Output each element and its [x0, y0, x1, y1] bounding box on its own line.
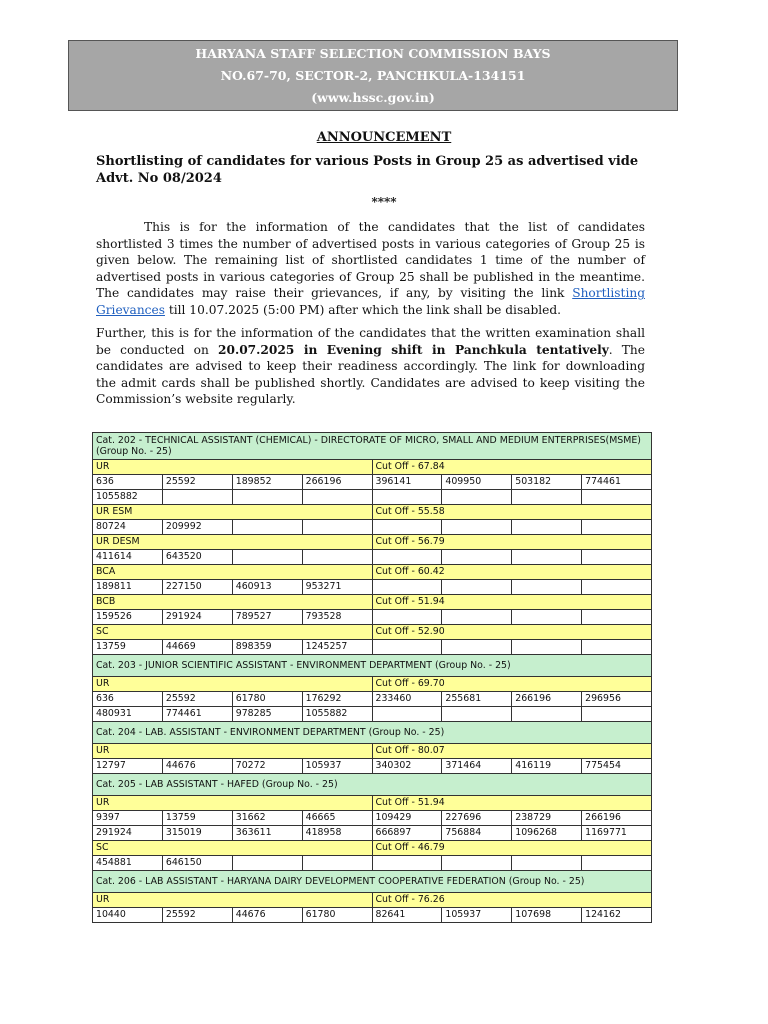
table-cell: 31662	[232, 811, 302, 826]
table-cell: 209992	[162, 520, 232, 535]
table-cell: 70272	[232, 759, 302, 774]
table-cell: 13759	[93, 640, 163, 655]
table-cell: 176292	[302, 692, 372, 707]
table-cell: 666897	[372, 826, 442, 841]
table-cell: 315019	[162, 826, 232, 841]
paragraph-1-text-b: till 10.07.2025 (5:00 PM) after which the link shall be disabled.	[168, 302, 562, 317]
table-cell: 503182	[512, 475, 582, 490]
table-row	[93, 580, 652, 595]
category-header-row	[93, 433, 652, 460]
cutoff-value: Cut Off - 52.90	[372, 625, 652, 640]
category-header-row	[93, 871, 652, 893]
cutoff-row	[93, 893, 652, 908]
table-cell: 13759	[162, 811, 232, 826]
cutoff-value: Cut Off - 76.26	[372, 893, 652, 908]
table-cell: 793528	[302, 610, 372, 625]
cutoff-row	[93, 841, 652, 856]
cutoff-row	[93, 677, 652, 692]
table-cell: 1096268	[512, 826, 582, 841]
header-line-3: (www.hssc.gov.in)	[311, 90, 435, 105]
table-row	[93, 610, 652, 625]
table-cell: 789527	[232, 610, 302, 625]
category-title: Cat. 202 - TECHNICAL ASSISTANT (CHEMICAL) - DIRECTORATE OF MICRO, SMALL AND MEDIUM ENTERPRISES(MSME) (Group No. - 25)	[93, 433, 652, 460]
table-cell: 978285	[232, 707, 302, 722]
category-header-row	[93, 655, 652, 677]
table-cell: 1169771	[582, 826, 652, 841]
cutoff-value: Cut Off - 69.70	[372, 677, 652, 692]
category-title: Cat. 203 - JUNIOR SCIENTIFIC ASSISTANT - ENVIRONMENT DEPARTMENT (Group No. - 25)	[93, 655, 652, 677]
table-cell: 643520	[162, 550, 232, 565]
table-cell: 411614	[93, 550, 163, 565]
table-row	[93, 550, 652, 565]
cutoff-row	[93, 535, 652, 550]
table-cell: 227696	[442, 811, 512, 826]
cutoff-value: Cut Off - 46.79	[372, 841, 652, 856]
table-row	[93, 640, 652, 655]
table-cell: 44676	[162, 759, 232, 774]
announcement-subject: Shortlisting of candidates for various Posts in Group 25 as advertised vide Advt. No 08/2024	[96, 154, 639, 186]
cutoff-value: Cut Off - 55.58	[372, 505, 652, 520]
category-title: Cat. 206 - LAB ASSISTANT - HARYANA DAIRY DEVELOPMENT COOPERATIVE FEDERATION (Group No. - 25)	[93, 871, 652, 893]
table-row	[93, 707, 652, 722]
cutoff-row	[93, 460, 652, 475]
category-label: SC	[93, 625, 373, 640]
table-cell: 25592	[162, 908, 232, 923]
category-label: UR ESM	[93, 505, 373, 520]
category-label: BCB	[93, 595, 373, 610]
table-row	[93, 475, 652, 490]
commission-header	[68, 40, 678, 111]
cutoff-value: Cut Off - 56.79	[372, 535, 652, 550]
table-cell: 418958	[302, 826, 372, 841]
table-cell: 189811	[93, 580, 163, 595]
cutoff-row	[93, 796, 652, 811]
category-label: SC	[93, 841, 373, 856]
cutoff-value: Cut Off - 51.94	[372, 595, 652, 610]
cutoff-row	[93, 625, 652, 640]
shortlist-table	[92, 432, 652, 923]
cutoff-value: Cut Off - 67.84	[372, 460, 652, 475]
table-cell: 636	[93, 692, 163, 707]
cutoff-value: Cut Off - 80.07	[372, 744, 652, 759]
table-cell: 774461	[582, 475, 652, 490]
table-row	[93, 826, 652, 841]
cutoff-value: Cut Off - 51.94	[372, 796, 652, 811]
table-cell: 775454	[582, 759, 652, 774]
table-row	[93, 692, 652, 707]
table-cell: 1245257	[302, 640, 372, 655]
table-cell: 266196	[512, 692, 582, 707]
table-cell: 454881	[93, 856, 163, 871]
table-cell: 291924	[162, 610, 232, 625]
category-label: UR	[93, 460, 373, 475]
table-cell: 266196	[302, 475, 372, 490]
table-cell: 774461	[162, 707, 232, 722]
category-header-row	[93, 722, 652, 744]
category-label: UR	[93, 796, 373, 811]
table-cell: 233460	[372, 692, 442, 707]
table-cell: 1055882	[93, 490, 163, 505]
header-line-2: NO.67-70, SECTOR-2, PANCHKULA-134151	[220, 68, 526, 83]
table-cell: 44676	[232, 908, 302, 923]
paragraph-1-text-a: This is for the information of the candidates that the list of candidates shortlisted 3 times the number of advertised posts in various categories of Group 25 is given below. The remaining list of shortlisted candidates 1 time of the number of advertised posts in various categories of Group 25 shall be published in the meantime. The candidates may raise their grievances, if any, by visiting the link	[96, 220, 645, 301]
table-row	[93, 520, 652, 535]
table-cell: 396141	[372, 475, 442, 490]
table-cell: 255681	[442, 692, 512, 707]
table-cell: 1055882	[302, 707, 372, 722]
table-cell: 44669	[162, 640, 232, 655]
table-cell: 105937	[302, 759, 372, 774]
exam-date-text: 20.07.2025 in Evening shift in Panchkula tentatively	[218, 342, 609, 357]
table-cell: 61780	[302, 908, 372, 923]
table-cell: 159526	[93, 610, 163, 625]
table-cell: 898359	[232, 640, 302, 655]
table-cell: 460913	[232, 580, 302, 595]
table-cell: 10440	[93, 908, 163, 923]
table-cell: 636	[93, 475, 163, 490]
table-cell: 371464	[442, 759, 512, 774]
table-row	[93, 856, 652, 871]
cutoff-row	[93, 595, 652, 610]
shortlisting-grievances-link[interactable]: Shortlisting Grievances	[96, 286, 645, 317]
cutoff-row	[93, 505, 652, 520]
table-cell: 340302	[372, 759, 442, 774]
paragraph-2-text-a: Further, this is for the information of the candidates that the written examination shall be conducted on	[96, 326, 645, 357]
table-cell: 646150	[162, 856, 232, 871]
category-title: Cat. 205 - LAB ASSISTANT - HAFED (Group No. - 25)	[93, 774, 652, 796]
paragraph-2	[96, 325, 645, 408]
announcement-title: ANNOUNCEMENT	[316, 130, 452, 145]
table-row	[93, 759, 652, 774]
table-cell: 409950	[442, 475, 512, 490]
table-row	[93, 490, 652, 505]
table-cell: 363611	[232, 826, 302, 841]
table-cell: 9397	[93, 811, 163, 826]
category-label: UR	[93, 744, 373, 759]
table-cell: 291924	[93, 826, 163, 841]
table-cell: 61780	[232, 692, 302, 707]
paragraph-2-text-b: . The candidates are advised to keep their readiness accordingly. The link for downloading the admit cards shall be published shortly. Candidates are advised to keep visiting the Commission’s website regularly.	[96, 342, 645, 407]
table-cell: 105937	[442, 908, 512, 923]
cutoff-row	[93, 565, 652, 580]
cutoff-row	[93, 744, 652, 759]
table-cell: 82641	[372, 908, 442, 923]
separator-stars: ****	[371, 195, 397, 209]
table-cell: 107698	[512, 908, 582, 923]
table-cell: 416119	[512, 759, 582, 774]
table-cell: 480931	[93, 707, 163, 722]
table-cell: 12797	[93, 759, 163, 774]
table-cell: 266196	[582, 811, 652, 826]
paragraph-1	[96, 219, 645, 319]
table-cell: 227150	[162, 580, 232, 595]
table-cell: 46665	[302, 811, 372, 826]
category-label: BCA	[93, 565, 373, 580]
table-cell: 189852	[232, 475, 302, 490]
table-row	[93, 811, 652, 826]
table-cell: 238729	[512, 811, 582, 826]
table-cell: 124162	[582, 908, 652, 923]
header-line-1: HARYANA STAFF SELECTION COMMISSION BAYS	[195, 46, 551, 61]
category-label: UR	[93, 893, 373, 908]
category-title: Cat. 204 - LAB. ASSISTANT - ENVIRONMENT DEPARTMENT (Group No. - 25)	[93, 722, 652, 744]
table-cell: 109429	[372, 811, 442, 826]
table-cell: 25592	[162, 475, 232, 490]
table-cell: 25592	[162, 692, 232, 707]
table-row	[93, 908, 652, 923]
table-cell: 80724	[93, 520, 163, 535]
category-label: UR DESM	[93, 535, 373, 550]
category-header-row	[93, 774, 652, 796]
category-label: UR	[93, 677, 373, 692]
table-cell: 953271	[302, 580, 372, 595]
table-cell: 296956	[582, 692, 652, 707]
cutoff-value: Cut Off - 60.42	[372, 565, 652, 580]
table-cell: 756884	[442, 826, 512, 841]
